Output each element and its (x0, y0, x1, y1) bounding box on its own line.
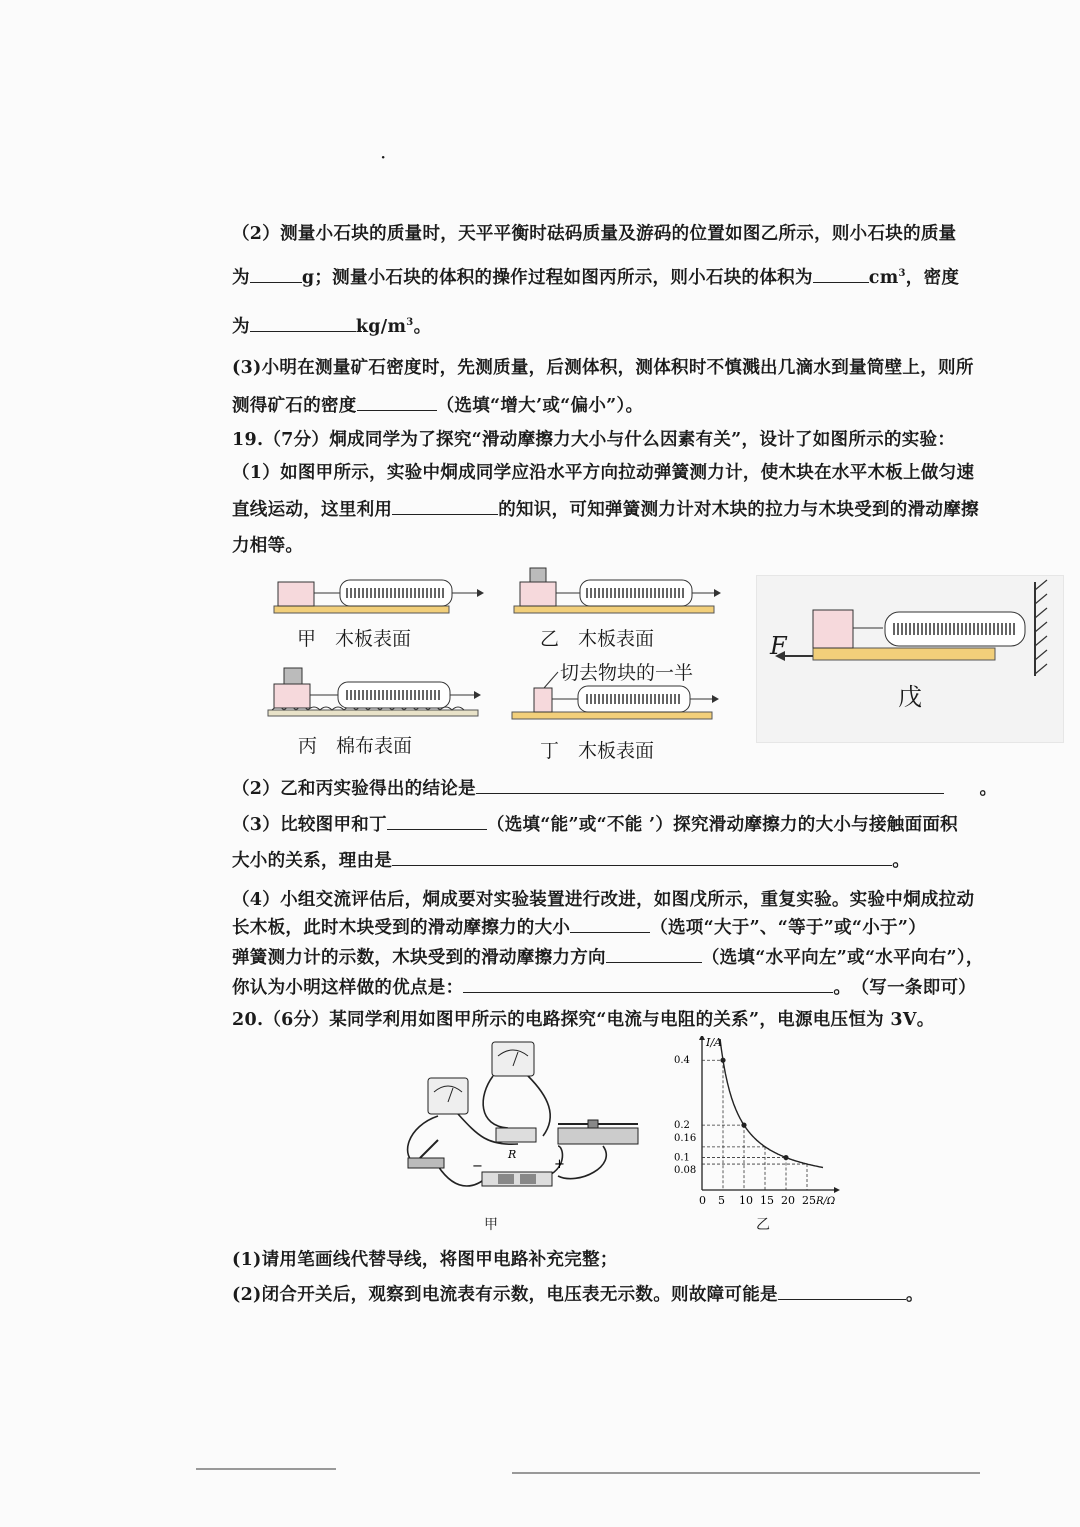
resistor-label: R (508, 1148, 517, 1161)
q18-p2-line1: （2）测量小石块的质量时，天平平衡时砝码质量及游码的位置如图乙所示，则小石块的质量 (232, 224, 957, 244)
answer-blank-reason[interactable] (392, 851, 892, 866)
q19-p1-line3: 力相等。 (232, 536, 304, 556)
q19-p3-line1: （3）比较图甲和丁 （选填“能”或“不能 ’）探究滑动摩擦力的大小与接触面面积 (232, 815, 958, 835)
label-wu: 戊 (898, 683, 922, 711)
answer-blank-can-or-not[interactable] (387, 815, 487, 830)
ammeter (428, 1078, 468, 1114)
answer-blank-mass[interactable] (250, 268, 302, 283)
label-bing: 丙 棉布表面 (298, 735, 413, 757)
q19-p2: （2）乙和丙实验得出的结论是 。 (232, 779, 998, 799)
y-axis-label: I/A (706, 1036, 722, 1049)
circuit-figure (398, 1036, 650, 1212)
y-tick-label: 0.08 (674, 1165, 697, 1177)
q19-intro: 19.（7分）烔成同学为了探究“滑动摩擦力大小与什么因素有关”，设计了如图所示的实验： (232, 430, 956, 450)
q18-p2-line3: 为 $kg/m^3$。 (232, 317, 432, 337)
q18-p3-line1: (3)小明在测量矿石密度时，先测质量，后测体积，测体积时不慎溅出几滴水到量筒壁上，则所 (232, 358, 974, 378)
figure-bing (268, 668, 481, 716)
x-tick-label: 20 (781, 1194, 795, 1207)
figure-wu (756, 575, 1064, 743)
label-force-f: F (770, 632, 787, 660)
label-jia: 甲 木板表面 (297, 628, 412, 650)
figure-jia (274, 580, 484, 613)
x-tick-label: 10 (739, 1194, 753, 1207)
y-tick-label: 0.2 (674, 1120, 690, 1132)
q19-p4-line4: 你认为小明这样做的优点是： 。 （写一条即可） (232, 978, 977, 998)
q20-p2: (2)闭合开关后，观察到电流表有示数，电压表无示数。则故障可能是 。 (232, 1285, 924, 1305)
rheostat (558, 1120, 638, 1144)
q18-p2-line2: 为 g；测量小石块的体积的操作过程如图丙所示，则小石块的体积为 $cm^3$，密度 (232, 268, 960, 288)
answer-blank-friction-size[interactable] (570, 918, 650, 933)
q19-p1-line1: （1）如图甲所示，实验中烔成同学应沿水平方向拉动弹簧测力计，使木块在水平木板上做匀速 (232, 463, 975, 483)
voltmeter (492, 1042, 534, 1076)
data-point (741, 1123, 746, 1128)
data-point (783, 1155, 788, 1160)
label-chart-yi: 乙 (756, 1217, 770, 1233)
battery-minus: − (472, 1159, 483, 1174)
q20-intro: 20.（6分）某同学利用如图甲所示的电路探究“电流与电阻的关系”，电源电压恒为 3V。 (232, 1010, 935, 1030)
ir-chart (668, 1036, 848, 1216)
data-point (720, 1058, 725, 1063)
figure-yi (514, 568, 721, 613)
label-circuit-jia: 甲 (484, 1217, 498, 1233)
bottom-rule-right (512, 1472, 980, 1474)
q19-p4-line2: 长木板，此时木块受到的滑动摩擦力的大小 （选项“大于”、“等于”或“小于”） (232, 918, 926, 938)
x-tick-label: 25 (802, 1194, 816, 1207)
q19-p3-line2: 大小的关系，理由是 。 (232, 851, 911, 871)
label-ding: 丁 木板表面 (540, 740, 655, 762)
y-axis-arrow (699, 1036, 705, 1040)
q19-p4-line3: 弹簧测力计的示数，木块受到的滑动摩擦力方向 （选填“水平向左”或“水平向右”）， (232, 948, 984, 968)
switch (408, 1140, 444, 1168)
label-ding-note: 切去物块的一半 (560, 662, 694, 684)
x-axis-arrow (834, 1187, 840, 1193)
bottom-rule-left (196, 1468, 336, 1470)
x-tick-label: 5 (718, 1194, 725, 1207)
q19-p1-line2: 直线运动，这里利用 的知识，可知弹簧测力计对木块的拉力与木块受到的滑动摩擦 (232, 500, 979, 520)
stray-mark: · (380, 145, 387, 169)
answer-blank-conclusion[interactable] (476, 779, 944, 794)
q18-p3-line2: 测得矿石的密度 （选填“增大’或“偏小”）。 (232, 396, 644, 416)
x-tick-label: 15 (760, 1194, 774, 1207)
answer-blank-friction-direction[interactable] (606, 948, 702, 963)
y-tick-label: 0.4 (674, 1055, 690, 1067)
q19-p4-line1: （4）小组交流评估后，烔成要对实验装置进行改进，如图戊所示，重复实验。实验中烔成拉动 (232, 890, 975, 910)
q20-p1: (1)请用笔画线代替导线，将图甲电路补充完整； (232, 1250, 618, 1270)
label-yi: 乙 木板表面 (540, 628, 655, 650)
answer-blank-ore-density[interactable] (357, 396, 437, 411)
x-axis-label: R/Ω (816, 1196, 836, 1207)
answer-blank-advantage[interactable] (463, 978, 833, 993)
series-line (720, 1039, 823, 1167)
battery-plus: + (554, 1157, 565, 1172)
answer-blank-density[interactable] (250, 317, 356, 332)
battery-holder (472, 1157, 565, 1186)
x-tick-label: 0 (699, 1194, 706, 1207)
answer-blank-fault[interactable] (778, 1285, 906, 1300)
y-tick-label: 0.16 (674, 1133, 697, 1145)
answer-blank-principle[interactable] (392, 500, 498, 515)
y-tick-label: 0.1 (674, 1152, 690, 1164)
answer-blank-volume[interactable] (813, 268, 869, 283)
